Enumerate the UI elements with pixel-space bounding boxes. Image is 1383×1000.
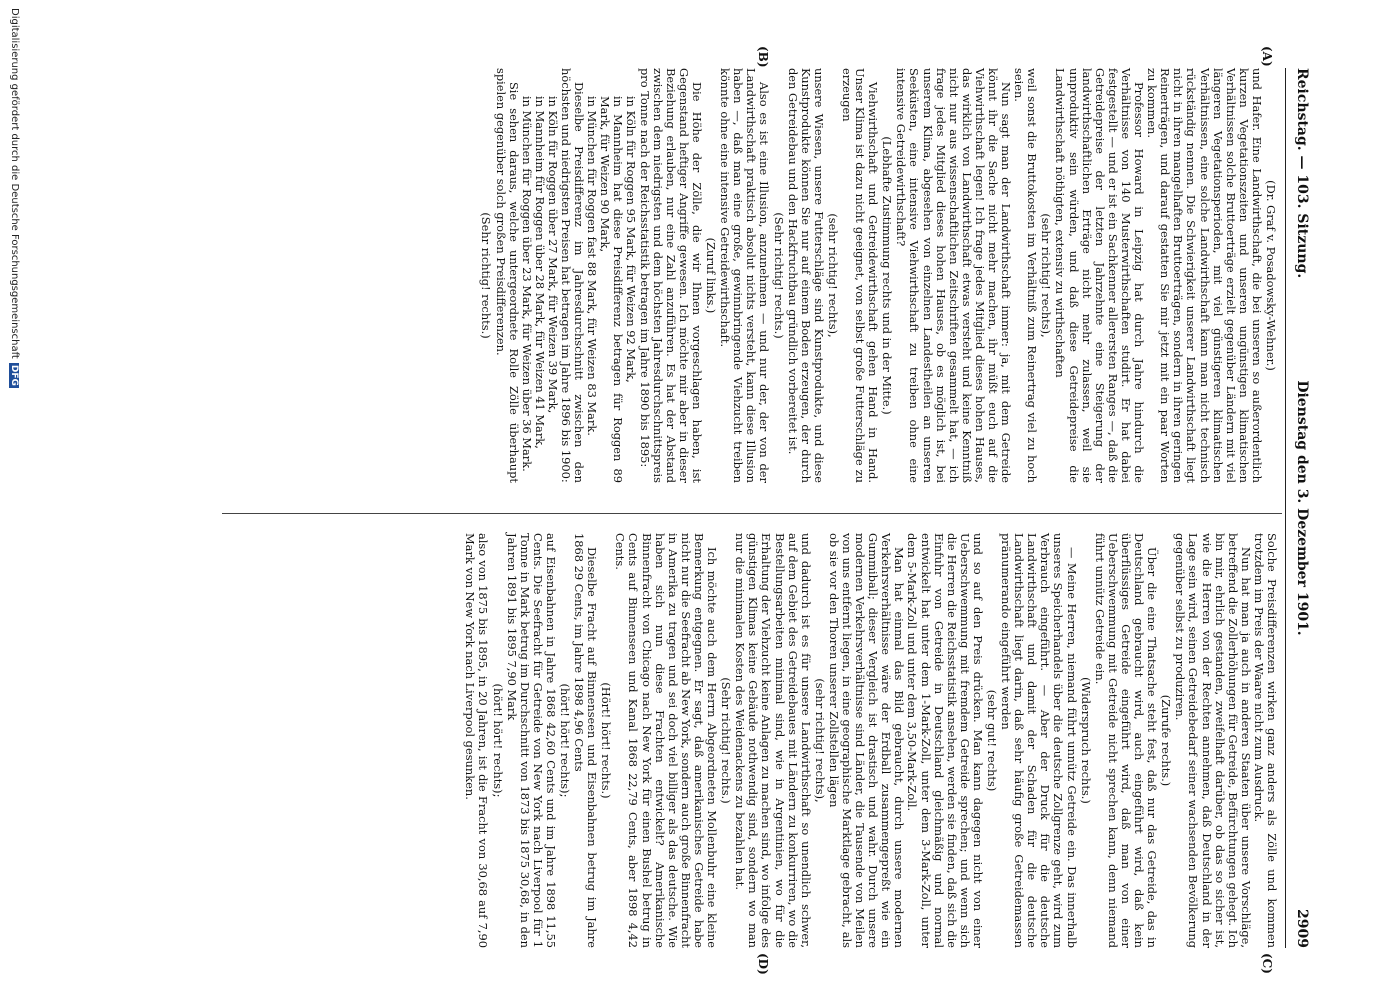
paragraph: Dieselbe Fracht auf Binnenseen und Eisenbahnen betrug im Jahre 1868 29 Cents, im Jahre 1898 4,96 Cents <box>572 533 600 948</box>
paragraph: und Hafer. Eine Landwirthschaft, die bei unseren so außerordentlich kurzen Vegetationszeiten und unseren ungünstigen klimatischen Verhältnissen solche Bruttoerträge erzielt gegenüber Ländern mit viel längeren Vegetationsperioden, mit viel günstigeren klimatischen Verhältnissen, eine solche Landwirthschaft kann man nicht technisch rückständig nennen. Die Schwierigkeit unserer Landwirthschaft liegt nicht in ihren mangelhaften Bruttoerträgen, sondern in ihren geringen Reinerträgen, und darauf gestatten Sie mir jetzt mit ein paar Worten zu kommen. <box>1145 68 1264 483</box>
interjection: (hört! hört! rechts); <box>558 683 573 798</box>
paragraph: Solche Preisdifferenzen wirken ganz anders als Zölle und kommen trotzdem im Preis der Waare nicht zum Ausdruck. <box>1251 533 1279 948</box>
credit-text: Digitalisierung gefördert durch die Deutsche Forschungsgemeinschaft <box>9 8 20 359</box>
price-list-item: in München für Roggen fast 88 Mark, für Weizen 83 Mark. <box>585 96 600 436</box>
page-number: 2909 <box>1294 909 1310 948</box>
margin-marker-d: (D) <box>756 953 770 975</box>
interjection: (sehr richtig! rechts), <box>825 213 840 338</box>
paragraph: Dieselbe Preisdifferenz im Jahresdurchschnitt zwischen den höchsten und niedrigsten Preisen hat betragen im Jahre 1896 bis 1900: <box>559 68 587 483</box>
paragraph: also von 1875 bis 1895, in 20 Jahren, ist die Fracht von 30,68 auf 7,90 Mark von New York nach Liverpool gesunken. <box>463 533 491 948</box>
interjection: (sehr richtig! rechts), <box>1039 213 1054 338</box>
paragraph: — Meine Herren, niemand führt unnütz Getreide ein. Das innerhalb unseres Speicherhandels über die deutsche Zollgrenze geht, wird zum Verbrauch eingeführt. — Aber der Druck für die deutsche Landwirthschaft und damit der Schaden für die deutsche Landwirthschaft liegt darin, daß sehr häufig große Getreidemassen pränumerando eingeführt werden <box>999 533 1079 948</box>
speaker-name: (Dr. Graf v. Posadowsky-Wehner.) <box>1264 180 1278 371</box>
paragraph: Man hat einmal das Bild gebraucht, durch unsere modernen Verkehrsverhältnisse wäre der Erdball zusammengepreßt wie ein Gummiball; dieser Vergleich ist drastisch und wahr. Durch unsere modernen Verkehrsverhältnisse sind Länder, die Tausende von Meilen von uns entfernt liegen, in eine geographische Marktlage gebracht, als ob sie vor den Thoren unserer Zollstellen lägen <box>826 533 907 948</box>
price-list-item: in Köln für Roggen über 27 Mark, für Weizen 39 Mark, <box>545 96 560 414</box>
interjection: (Sehr richtig! rechts.) <box>771 212 786 339</box>
paragraph: unsere Wiesen, unsere Futterschläge sind Kunstprodukte, und diese Kunstprodukte können Sie nur auf einem Boden erzeugen, der durch den Getreidebau und den Hackfruchtbau gründlich vorbereitet ist. <box>785 68 826 483</box>
column-divider <box>222 513 1282 514</box>
page-header <box>1288 68 1312 948</box>
paragraph: Sie sehen daraus, welche untergeordnete Rolle Zölle überhaupt spielen gegenüber solch großen Preisdifferenzen. <box>493 68 521 483</box>
paragraph: Also es ist eine Illusion, anzunehmen — und nur der, der von der Landwirthschaft praktisch absolut nichts versteht, kann diese Illusion haben —, daß man eine große, gewinnbringende Viehzucht treiben könnte ohne eine intensive Getreidewirthschaft. <box>718 68 772 483</box>
price-list-item: in Köln für Roggen 95 Mark, für Weizen 92 Mark, <box>624 96 639 383</box>
left-column <box>478 68 1278 483</box>
interjection: (Zurufe rechts.) <box>1159 694 1174 787</box>
margin-marker-c: (C) <box>1260 953 1274 974</box>
paragraph: Professor Howard in Leipzig hat durch Jahre hindurch die Verhältnisse von 140 Musterwirthschaften studirt. Er hat dabei festgestellt — und er ist ein Sachkenner allerersten Ranges —, daß die Getreidepreise der letzten Jahrzehnte eine Steigerung der landwirthschaftlichen Erträge nicht mehr zulassen, weil sie unproduktiv sein würden, und daß diese Getreidepreise die Landwirthschaft nöthigten, extensiv zu wirthschaften <box>1053 68 1147 483</box>
interjection: (hört! hört! rechts); <box>490 683 505 798</box>
header-rule <box>1285 68 1286 948</box>
paragraph: Die Höhe der Zölle, die wir Ihnen vorgeschlagen haben, ist Gegenstand heftiger Angriffe gewesen. Ich möchte mir aber in dieser Beziehung erlauben, nur eine Zahl anzuführen. Es hat der Abstand zwischen dem niedrigsten und dem höchsten Jahresdurchschnittspreis pro Tonne nach der Reichsstatistik betragen im Jahre 1890 bis 1895: <box>637 68 704 483</box>
margin-marker-a: (A) <box>1260 46 1274 67</box>
paragraph: Nun sagt man der Landwirthschaft immer: ja, mit dem Getreide könnt ihr die Sache nicht mehr machen, ihr müßt euch auf die Viehwirthschaft legen! Ich frage jedes Mitglied dieses hohen Hauses, das wirklich von Landwirthschaft etwas versteht und keine Kenntniß nicht nur aus wissenschaftlichen Zeitschriften gesammelt hat, — ich frage jedes Mitglied dieses hohen Hauses, ob es möglich ist, bei unserem Klima, abgesehen von einzelnen Landestheilen an unseren Seeküsten, eine intensive Viehwirthschaft zu treiben ohne eine intensive Getreidewirthschaft? <box>894 68 1014 483</box>
interjection: (Zuruf links.) <box>704 237 719 314</box>
header-session: Reichstag. — 103. Sitzung. <box>1294 68 1310 279</box>
price-list-item: in Mannheim hat diese Preisdifferenz betragen für Roggen 89 Mark, für Weizen 90 Mark, <box>598 96 626 483</box>
right-column <box>463 533 1278 948</box>
dfg-logo: DFG <box>9 364 19 386</box>
interjection: (Sehr richtig! rechts.) <box>719 677 734 804</box>
paragraph: Ich möchte auch dem Herrn Abgeordneten Mollenbuhr eine kleine Bemerkung entgegnen. Er sagt, daß amerikanisches Getreide habe nicht nur die Seefracht ab New York, sondern auch große Binnenfracht in Amerika zu tragen und sei doch viel billiger als das deutsche. Wie haben sich nun diese Frachten entwickelt? Amerikanische Binnenfracht von Chicago nach New York für einen Bushel betrug in Cents auf Binnenseen und Kanal 1868 22,79 Cents, aber 1898 4,42 Cents. <box>613 533 720 948</box>
paragraph: Viehwirthschaft und Getreidewirthschaft gehen Hand in Hand. Unser Klima ist dazu nicht geeignet, von selbst große Futterschläge zu erzeugen <box>840 68 881 483</box>
paragraph: Nun hat man ja auch in anderen Staaten über unsere Vorschläge, betreffend die Zollerhöhungen für Getreide, Befürchtungen gehegt. Ich bin mir, ehrlich gestanden, zweifelhaft darüber, ob das so sicher ist, wie die Herren von der Rechten annehmen, daß Deutschland in der Lage sein wird, seinen Getreidebedarf seiner wachsenden Bevölkerung gegenüber selbst zu produziren. <box>1173 533 1253 948</box>
paragraph: weil sonst die Bruttokosten im Verhältniß zum Reinertrag viel zu hoch seien. <box>1012 68 1040 483</box>
paragraph: und dadurch ist es für unsere Landwirthschaft so unendlich schwer, auf dem Gebiet des Getreidebaues mit Ländern zu konkurriren, wo die Bestellungsarbeiten minimal sind, wie in Argentinien, wo für die Erhaltung der Viehzucht keine Anlagen zu machen sind, wo infolge des günstigen Klimas keine Gebäude nothwendig sind, sondern wo man nur die minimalen Kosten des Weidenackens zu bezahlen hat. <box>733 533 813 948</box>
price-list-item: in München für Roggen über 23 Mark, für Weizen über 36 Mark. <box>519 96 534 472</box>
interjection: (Sehr richtig! rechts.) <box>479 212 494 339</box>
paragraph: Über die eine Thatsache steht fest, daß nur das Getreide, das in Deutschland gebraucht wird, auch eingeführt wird, daß kein überflüssiges Getreide eingeführt wird, daß man von einer Ueberschwemmung mit Getreide nicht sprechen kann, denn niemand führt unnütz Getreide ein. <box>1092 533 1160 948</box>
header-date: Dienstag den 3. Dezember 1901. <box>1294 380 1310 636</box>
interjection: (sehr gut! rechts) <box>985 689 1000 792</box>
interjection: (Lebhafte Zustimmung rechts und in der Mitte.) <box>880 136 895 415</box>
paragraph: und so auf den Preis drücken. Man kann dagegen nicht von einer Ueberschwemmung mit fremdem Getreide sprechen; und wenn sich die Herren die Reichsstatistik ansehen, werden sie finden, daß sich die Einfuhr von Getreide in Deutschland gleichmäßig und normal entwickelt hat unter dem 1-Mark-Zoll, unter dem 3-Mark-Zoll, unter dem 5-Mark-Zoll und unter dem 3,50-Mark-Zoll. <box>905 533 985 948</box>
digitization-credit <box>9 8 20 388</box>
margin-marker-b: (B) <box>756 46 770 68</box>
paragraph: auf Eisenbahnen in Jahre 1868 42,60 Cents und im Jahre 1898 11,55 Cents. Die Seefracht für Getreide von New York nach Liverpool für 1 Tonne in Mark betrug im Durchschnitt von 1873 bis 1875 30,68, in den Jahren 1891 bis 1895 7,90 Mark <box>504 533 558 948</box>
price-list-item: in Mannheim für Roggen über 28 Mark, für Weizen 41 Mark, <box>532 96 547 449</box>
interjection: (Widerspruch rechts.) <box>1078 677 1093 804</box>
interjection: (sehr richtig! rechts), <box>812 678 827 803</box>
interjection: (Hört! hört! rechts.) <box>599 682 614 799</box>
